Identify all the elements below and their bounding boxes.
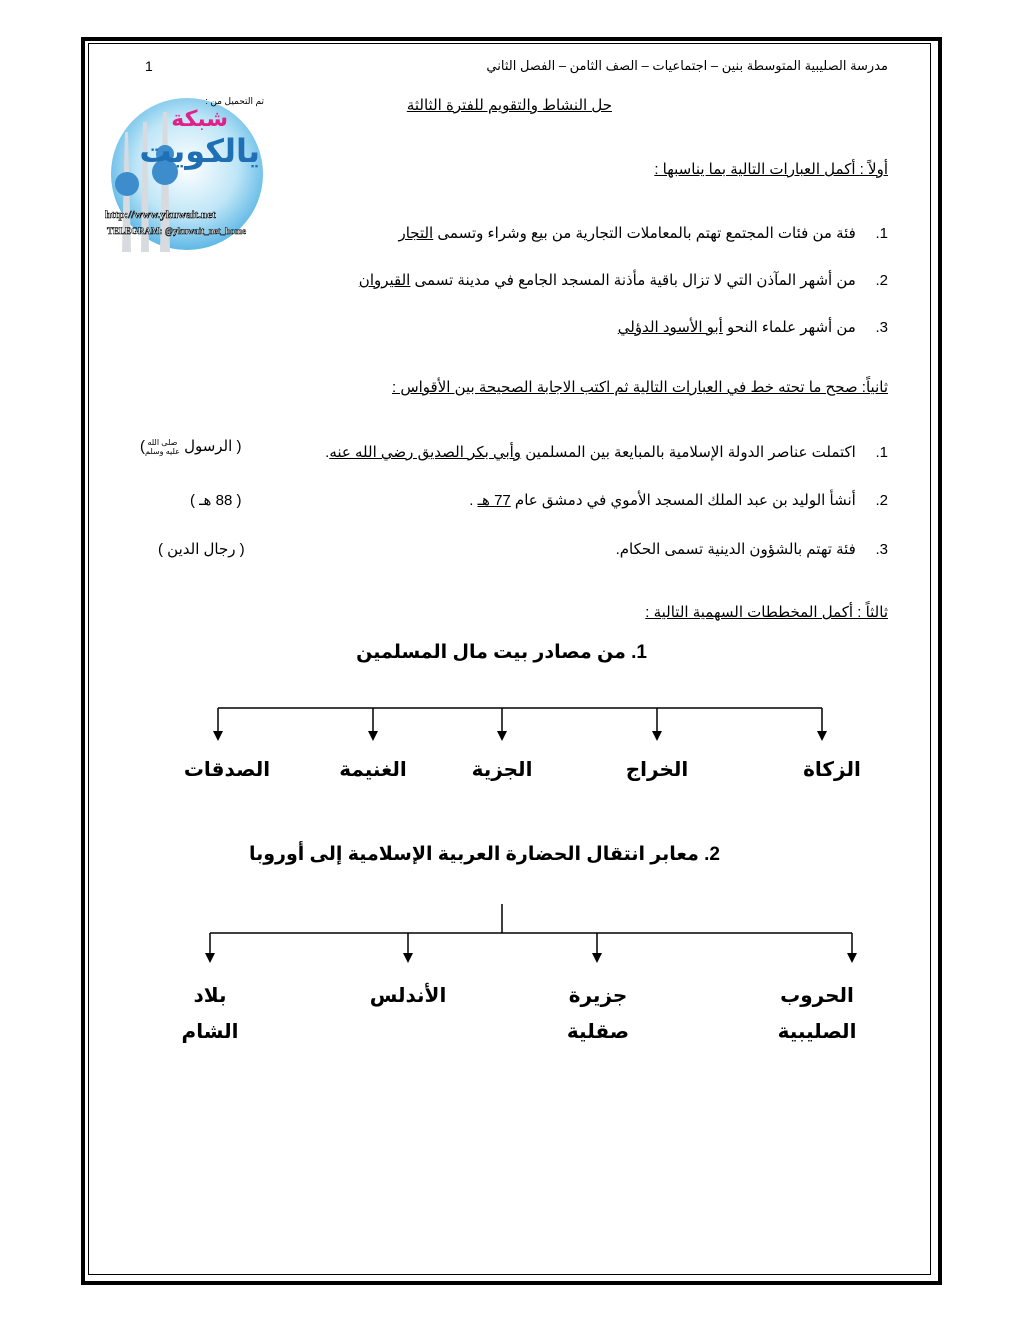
diagram2-node-1: الحروب الصليبية <box>777 985 857 1043</box>
logo-brand-1: شبكة <box>171 106 228 131</box>
answer: التجار <box>398 225 434 242</box>
diagram1-title: 1. من مصادر بيت مال المسلمين <box>356 642 647 663</box>
logo-brand-2: يالكويت <box>139 133 260 169</box>
underlined-phrase: 77 هـ <box>477 492 511 509</box>
diagram1-node-5: الصدقات <box>183 759 271 781</box>
diagram2-node-3: الأندلس <box>369 985 447 1007</box>
diagram1-node-4: الغنيمة <box>339 759 407 781</box>
underlined-phrase: وأبي بكر الصديق رضي الله عنه <box>329 444 522 461</box>
school-header: مدرسة الصليبية المتوسطة بنين – اجتماعيات – الصف الثامن – الفصل الثاني <box>486 58 888 73</box>
diagram2-node-2: جزيرة صقلية <box>566 985 630 1043</box>
section1-heading: أولاً : أكمل العبارات التالية بما يناسبها : <box>654 161 888 178</box>
section2-correction-2: ( 88 هـ ) <box>190 492 242 509</box>
section2-heading: ثانياً: صحح ما تحته خط في العبارات التالية ثم اكتب الاجابة الصحيحة بين الأقواس : <box>391 379 888 396</box>
section2-item-1: 1. اكتملت عناصر الدولة الإسلامية بالمبايعة بين المسلمين وأبي بكر الصديق رضي الله عنه. <box>325 444 888 461</box>
section2-item-3: 3. فئة تهتم بالشؤون الدينية تسمى الحكام. <box>615 541 888 558</box>
diagram2-node-4: بلاد الشام <box>181 985 239 1043</box>
section1-item-3: 3. من أشهر علماء النحو أبو الأسود الدؤلي <box>617 319 888 336</box>
answer: أبو الأسود الدؤلي <box>617 319 723 336</box>
page-number: 1 <box>145 58 153 74</box>
diagram1-node-2: الخراج <box>625 759 689 781</box>
logo-url: http://www.ykuwait.net <box>105 209 216 221</box>
section1-item-2: 2. من أشهر المآذن التي لا تزال باقية مأذنة المسجد الجامع في مدينة تسمى القيروان <box>358 272 888 289</box>
section2-item-2: 2. أنشأ الوليد بن عبد الملك المسجد الأموي في دمشق عام 77 هـ . <box>469 492 888 509</box>
section1-item-1: 1. فئة من فئات المجتمع تهتم بالمعاملات التجارية من بيع وشراء وتسمى التجار <box>398 225 888 242</box>
section3-heading: ثالثاً : أكمل المخططات السهمية التالية : <box>645 604 888 621</box>
logo-caption: تم التحميل من : <box>205 96 264 106</box>
section2-correction-3: ( رجال الدين ) <box>158 541 245 558</box>
diagram1-node-3: الجزية <box>471 759 533 781</box>
section2-correction-1: ( الرسول صلى الله عليه وسلم) <box>140 438 242 457</box>
logo-telegram: TELEGRAM: @ykuwait_net_home <box>107 226 247 236</box>
diagram2-title: 2. معابر انتقال الحضارة العربية الإسلامية إلى أوروبا <box>248 844 720 865</box>
answer: القيروان <box>358 272 411 289</box>
page-title: حل النشاط والتقويم للفترة الثالثة <box>406 97 612 114</box>
diagram1-node-1: الزكاة <box>803 759 861 781</box>
